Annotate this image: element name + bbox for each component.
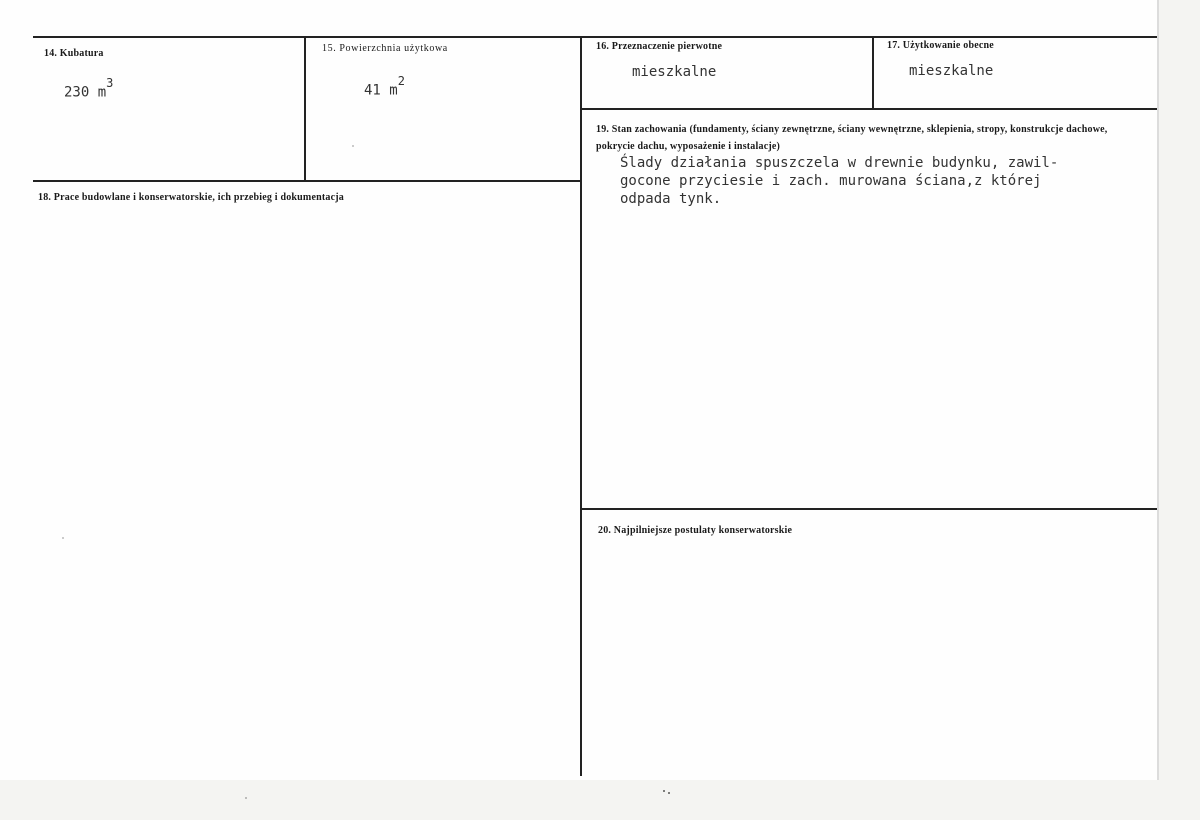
top-rule [33, 36, 1158, 38]
field-18-label: 18. Prace budowlane i konserwatorskie, ich przebieg i dokumentacja [38, 192, 344, 203]
field-15-label: 15. Powierzchnia użytkowa [322, 43, 448, 54]
field-19-value: Ślady działania spuszczela w drewnie budynku, zawil- gocone przyciesie i zach. murowana ściana,z której odpada tynk. [620, 155, 1059, 207]
field-16-label: 16. Przeznaczenie pierwotne [596, 41, 723, 52]
divider-16-17 [872, 36, 874, 109]
field-17-value: mieszkalne [909, 63, 994, 79]
field-19-label: 19. Stan zachowania (fundamenty, ściany zewnętrzne, ściany wewnętrzne, sklepienia, stropy, konstrukcje dachowe, pokrycie dachu, wyposażenie i instalacje) [596, 124, 1108, 152]
scan-speck [668, 792, 670, 794]
field-14-label: 14. Kubatura [44, 48, 104, 59]
sheet-edge [1157, 0, 1159, 780]
rule-under-14-15 [33, 180, 581, 182]
scan-speck [663, 790, 665, 792]
field-15-value: 41 $m^2$ [364, 74, 405, 99]
center-divider [580, 36, 582, 776]
field-17-label: 17. Użytkowanie obecne [887, 40, 994, 51]
rule-above-20 [581, 508, 1158, 510]
rule-under-16-17 [581, 108, 1158, 110]
field-14-value: 230 $m^3$ [64, 76, 114, 101]
field-20-label: 20. Najpilniejsze postulaty konserwatorskie [598, 525, 793, 536]
scan-speck [352, 145, 354, 147]
scan-speck [62, 537, 64, 539]
scan-speck [245, 797, 247, 799]
divider-14-15 [304, 36, 306, 181]
field-16-value: mieszkalne [632, 64, 717, 80]
